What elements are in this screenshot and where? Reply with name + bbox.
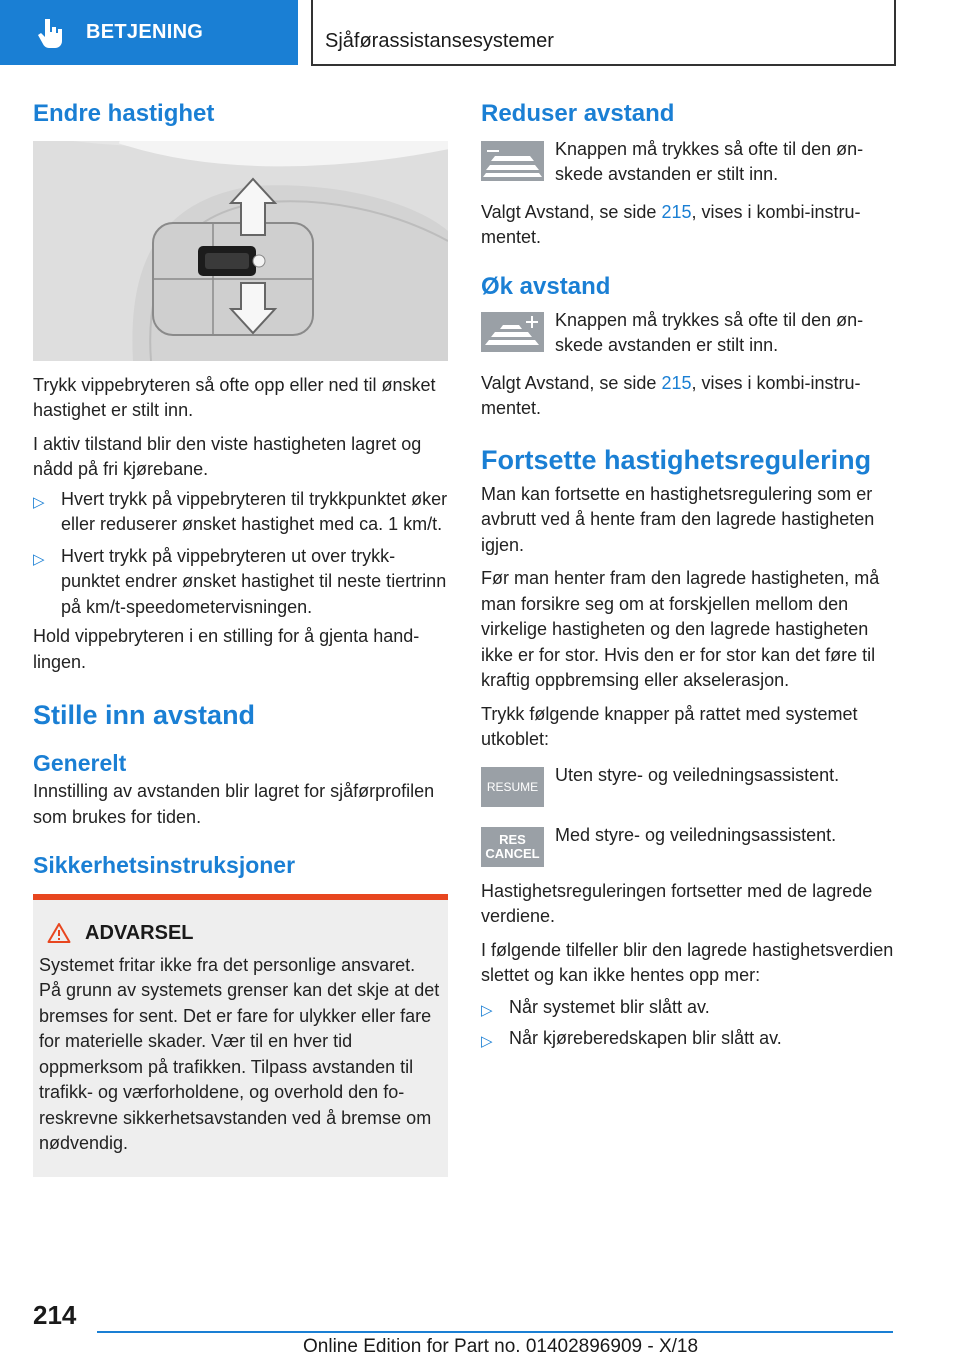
heading-endre-hastighet: Endre hastighet <box>33 100 215 127</box>
paragraph: Med styre- og veiledningsassistent. <box>555 824 837 845</box>
paragraph: I aktiv tilstand blir den viste hastigheten lagret og nådd på fri kjørebane. <box>33 433 422 480</box>
list-item: ▷ Når systemet blir slått av. <box>481 995 895 1021</box>
list-item: ▷ Når kjøreberedskapen blir slått av. <box>481 1026 895 1052</box>
paragraph: Valgt Avstand, se side 215, vises i kombi-instrumentet. <box>481 372 861 419</box>
heading-stille-inn-avstand: Stille inn avstand <box>33 700 256 731</box>
list-item: ▷ Hvert trykk på vippebryteren ut over trykkpunktet endrer ønsket hastighet til neste tiertrinn på km/t-speedometervisningen. <box>33 545 447 617</box>
triangle-bullet-icon: ▷ <box>481 1001 493 1019</box>
triangle-bullet-icon: ▷ <box>481 1033 493 1051</box>
warning-box <box>33 894 448 1177</box>
chapter-title: Sjåførassistansesystemer <box>325 30 554 52</box>
warning-text: Systemet fritar ikke fra det personlige ansvaret. På grunn av systemets grenser kan det skje at det bremses for sent. Det er fare for ulykker eller fare for materielle skader. Vær til en hver tid oppmerksom på trafikken. Tilpass avstanden til trafikk- og værforholdene, og overhold den foreskrevne sikkerhetsavstanden ved å bremse om nødvendig. <box>39 954 440 1154</box>
warning-triangle-icon <box>47 922 71 944</box>
page-link[interactable]: 215 <box>661 372 692 393</box>
warning-title: ADVARSEL <box>85 921 194 944</box>
paragraph: Innstilling av avstanden blir lagret for sjåførprofilen som brukes for tiden. <box>33 781 435 827</box>
warning-title-row <box>47 922 442 945</box>
resume-button-row <box>481 764 895 807</box>
paragraph: Valgt Avstand, se side 215, vises i kombi-instrumentet. <box>481 201 861 248</box>
footer-edition: Online Edition for Part no. 01402896909 - X/18 <box>303 1336 699 1357</box>
footer-rule <box>97 1331 893 1333</box>
paragraph: I følgende tilfeller blir den lagrede hastighetsverdien slettet og kan ikke hentes opp mer: <box>481 939 894 986</box>
distance-plus-icon <box>481 312 544 352</box>
paragraph: Uten styre- og veiledningsassistent. <box>555 764 840 785</box>
res-cancel-button-icon: RES CANCEL <box>481 827 544 867</box>
resume-button-icon: RESUME <box>481 767 544 807</box>
heading-fortsette-hastighetsregulering: Fortsette hastighetsregulering <box>481 444 872 475</box>
hand-pointer-icon <box>34 16 68 50</box>
ok-button-row <box>481 309 895 359</box>
paragraph: Hold vippebryteren i en stilling for å gjenta handlingen. <box>33 626 420 672</box>
right-column <box>481 100 895 1052</box>
left-column <box>33 100 448 1177</box>
chapter-header <box>311 0 896 66</box>
heading-sikkerhetsinstruksjoner: Sikkerhetsinstruksjoner <box>33 852 296 879</box>
paragraph: Man kan fortsette en hastighetsregulering som er avbrutt ved å hente fram den lagrede hastigheten igjen. <box>481 483 875 555</box>
section-label: BETJENING <box>86 21 204 43</box>
steering-wheel-rocker-image <box>33 141 448 361</box>
heading-reduser-avstand: Reduser avstand <box>481 100 675 127</box>
list-item: ▷ Hvert trykk på vippebryteren til trykkpunktet øker eller reduserer ønsket hastighet med ca. 1 km/t. <box>33 488 448 535</box>
page-link[interactable]: 215 <box>661 201 692 222</box>
page-number: 214 <box>33 1300 77 1330</box>
distance-minus-icon <box>481 141 544 181</box>
paragraph: Knappen må trykkes så ofte til den ønskede avstanden er stilt inn. <box>555 138 864 185</box>
paragraph: Før man henter fram den lagrede hastigheten, må man forsikre seg om at forskjellen mellom den virkelige hastigheten og den lagrede hastigheten ikke er for stor. Hvis den er for stor kan det føre til kraftig oppbremsing eller akselerasjon. <box>481 568 880 691</box>
triangle-bullet-icon: ▷ <box>33 493 45 511</box>
paragraph: Trykk følgende knapper på rattet med systemet utkoblet: <box>481 703 858 750</box>
paragraph: Hastighetsreguleringen fortsetter med de lagrede verdiene. <box>481 880 873 927</box>
heading-ok-avstand: Øk avstand <box>481 272 611 300</box>
triangle-bullet-icon: ▷ <box>33 550 45 568</box>
paragraph: Trykk vippebryteren så ofte opp eller ned til ønsket hastighet er stilt inn. <box>33 374 436 421</box>
section-tab <box>0 0 298 65</box>
res-cancel-button-row <box>481 824 895 867</box>
heading-generelt: Generelt <box>33 749 127 776</box>
paragraph: Knappen må trykkes så ofte til den ønskede avstanden er stilt inn. <box>555 309 864 356</box>
reduser-button-row <box>481 138 895 188</box>
